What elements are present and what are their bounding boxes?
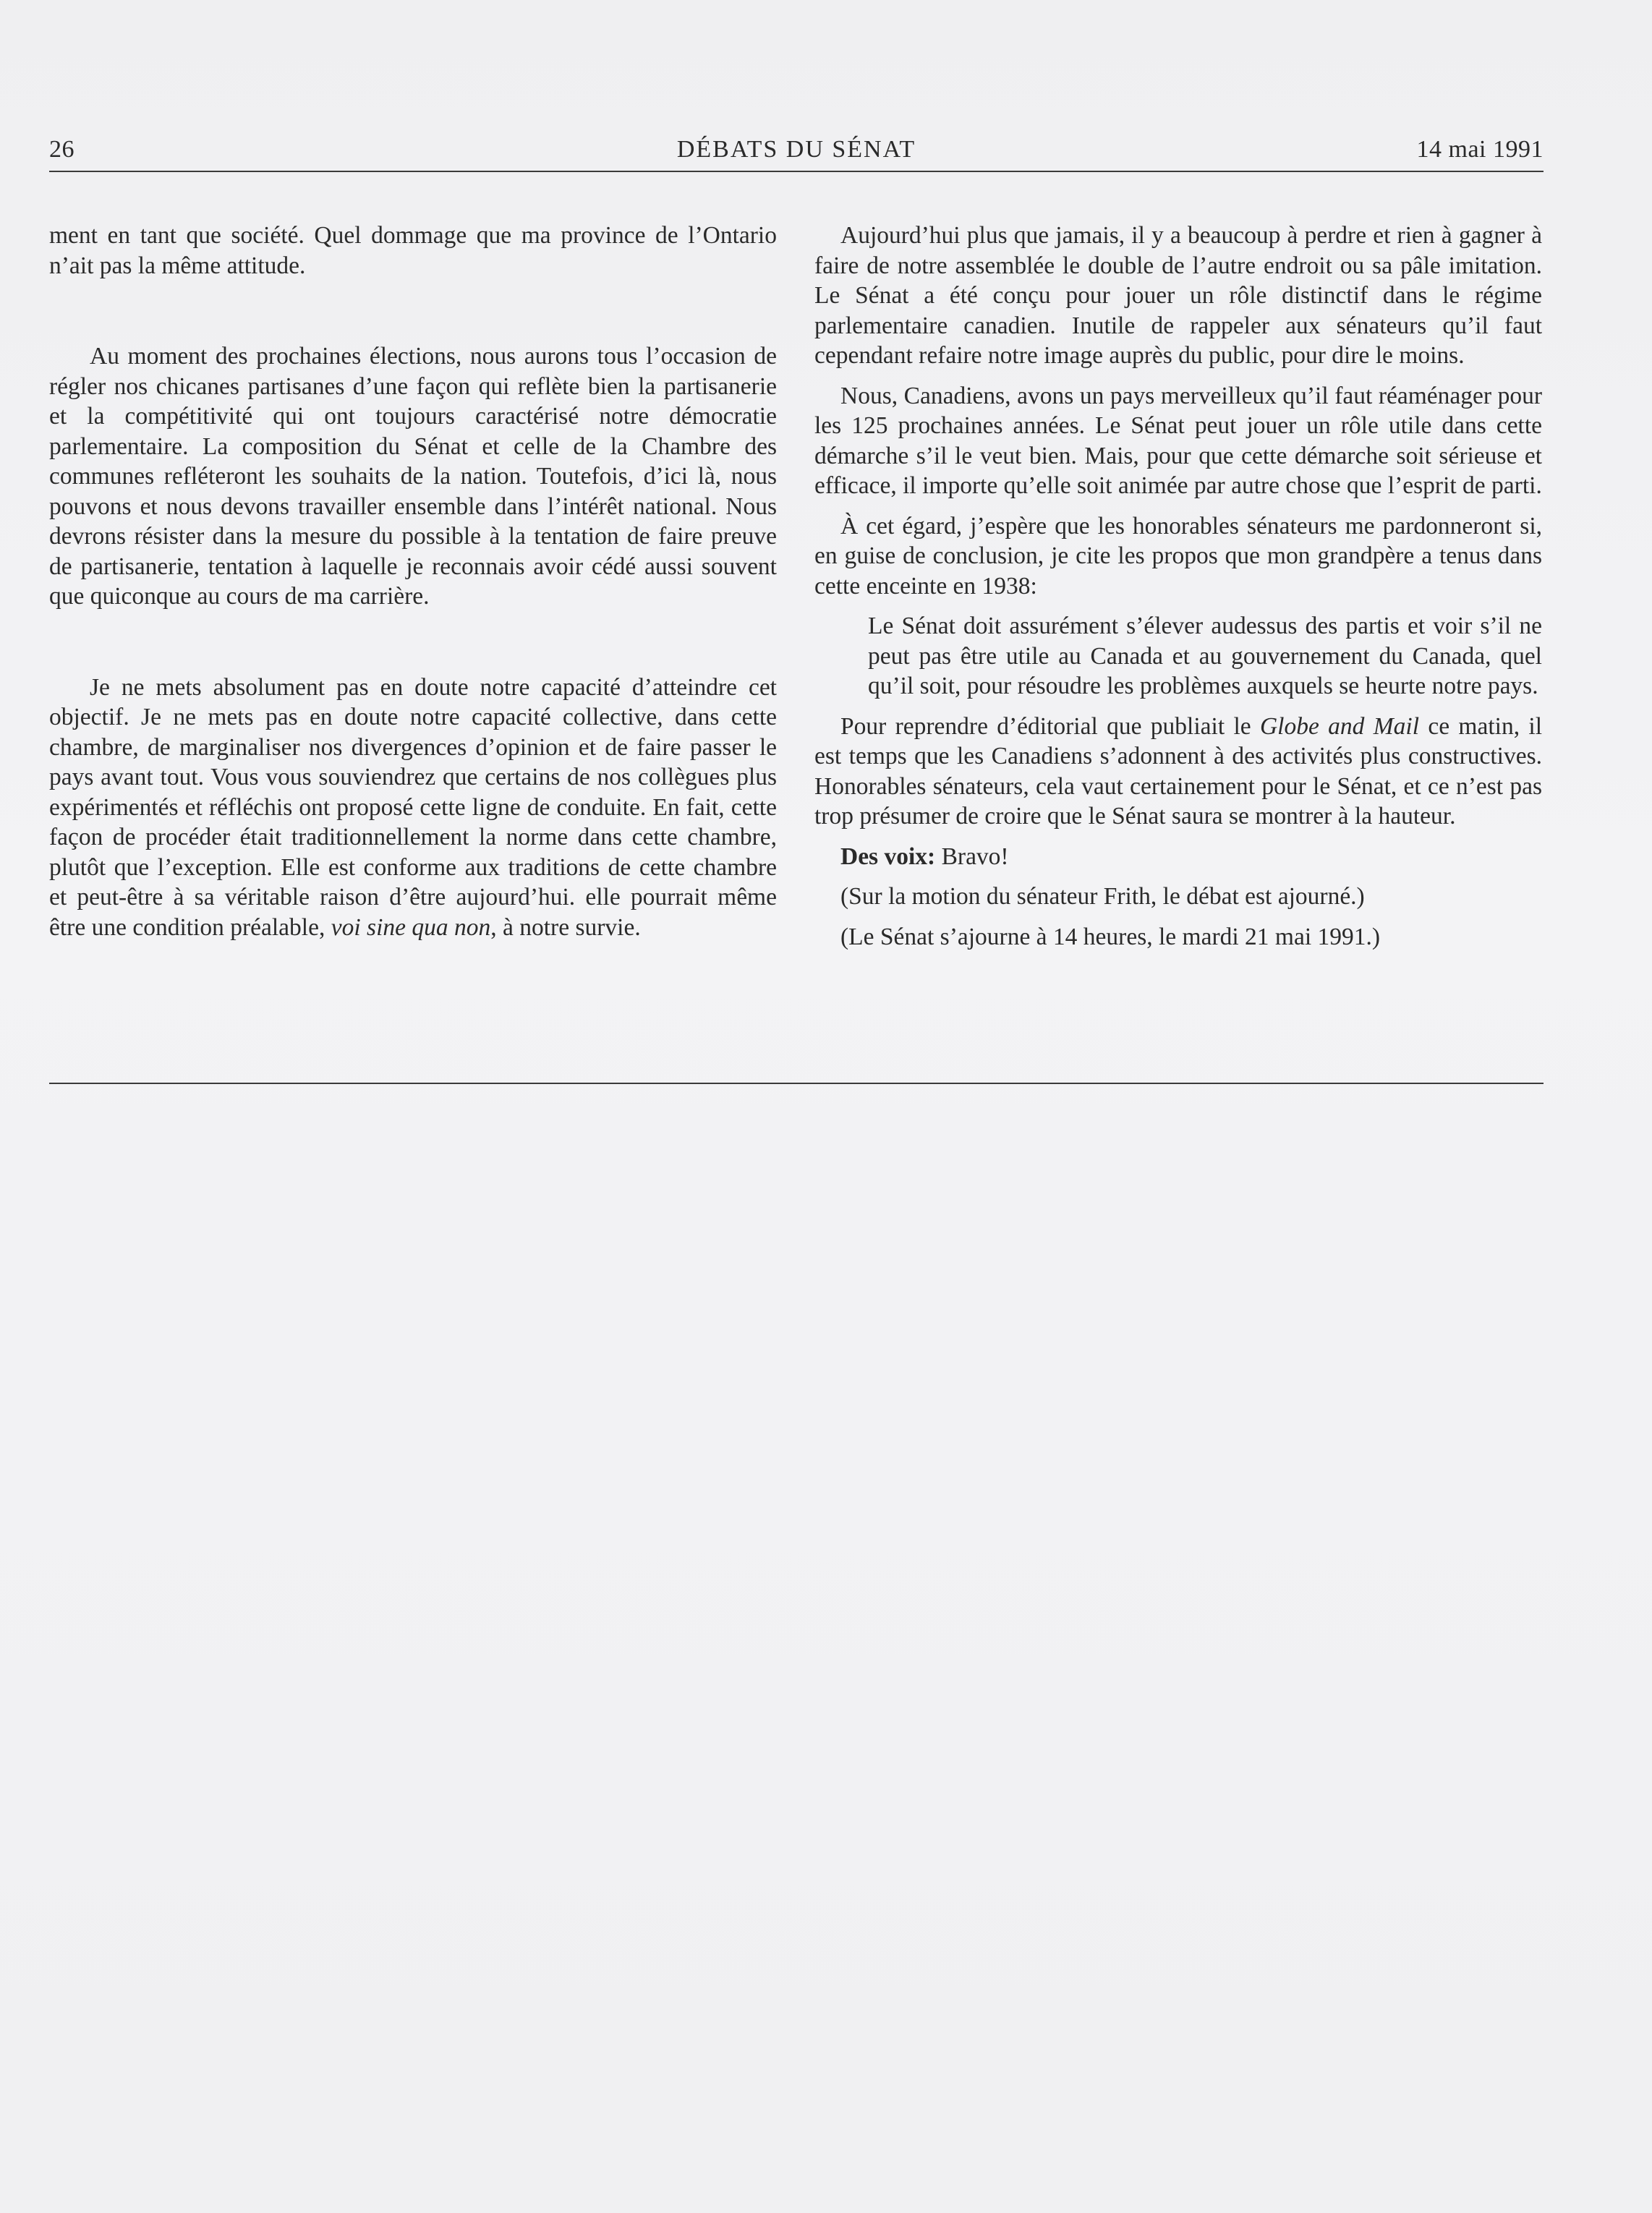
italic-phrase: voi sine qua non — [331, 913, 491, 941]
paragraph: ment en tant que société. Quel dommage que ma province de l’Ontario n’ait pas la même attitude. — [49, 222, 777, 279]
left-column — [49, 221, 777, 942]
paragraph: Aujourd’hui plus que jamais, il y a beaucoup à perdre et rien à gagner à faire de notre assemblée le double de l’autre endroit ou sa pâle imitation. Le Sénat a été conçu pour jouer un rôle distinctif dans le régime parlementaire canadien. Inutile de rappeler aux sénateurs qu’il faut cependant refaire notre image auprès du public, pour dire le moins. — [814, 222, 1542, 369]
page-title: DÉBATS DU SÉNAT — [676, 136, 916, 163]
paragraph-text-end: ce matin, il est temps que les Canadiens s’adonnent à des activités plus constructives. Honorables sénateurs, cela vaut certainement pour le Sénat, et ce n’est pas trop présumer de croire que le Sénat saura se montrer à la hauteur. — [814, 712, 1543, 830]
speech-line — [814, 842, 1542, 872]
page-date: 14 mai 1991 — [1416, 136, 1544, 163]
procedural-note: (Sur la motion du sénateur Frith, le débat est ajourné.) — [840, 883, 1365, 910]
paragraph-text-end: , à notre survie. — [490, 913, 641, 941]
speaker-label: Des voix: — [840, 843, 936, 870]
block-quote: Le Sénat doit assurément s’élever audessus des partis et voir s’il ne peut pas être utile au Canada et au gouvernement du Canada, quel qu’il soit, pour résoudre les problèmes auxquels se heurte notre pays. — [868, 613, 1542, 699]
paragraph: Nous, Canadiens, avons un pays merveilleux qu’il faut réaménager pour les 125 prochaines années. Le Sénat peut jouer un rôle utile dans cette démarche s’il le veut bien. Mais, pour que cette démarche soit sérieuse et efficace, il importe qu’elle soit animée par autre chose que l’esprit de parti. — [814, 382, 1542, 499]
paragraph: Au moment des prochaines élections, nous aurons tous l’occasion de régler nos chicanes partisanes d’une façon qui reflète bien la partisanerie et la compétitivité qui ont toujours caractérisé notre démocratie parlementaire. La composition du Sénat et celle de la Chambre des communes refléteront les souhaits de la nation. Toutefois, d’ici là, nous pouvons et nous devons travailler ensemble dans l’intérêt national. Nous devrons résister dans la mesure du possible à la tentation de faire preuve de partisanerie, tentation à laquelle je reconnais avoir cédé aussi souvent que quiconque au cours de ma carrière. — [49, 343, 777, 610]
procedural-note: (Le Sénat s’ajourne à 14 heures, le mardi 21 mai 1991.) — [840, 923, 1381, 950]
page-header — [49, 129, 1544, 172]
right-column — [814, 221, 1542, 952]
speech-text: Bravo! — [941, 843, 1009, 870]
page-number: 26 — [49, 136, 74, 163]
header-rule — [49, 171, 1544, 172]
paragraph — [49, 673, 777, 943]
paragraph: À cet égard, j’espère que les honorables sénateurs me pardonneront si, en guise de conclusion, je cite les propos que mon grandpère a tenus dans cette enceinte en 1938: — [814, 512, 1542, 600]
section-end-rule — [49, 1083, 1544, 1084]
paragraph — [814, 712, 1542, 832]
paragraph-text: Pour reprendre d’éditorial que publiait le — [840, 712, 1251, 740]
italic-title: Globe and Mail — [1259, 712, 1420, 740]
paragraph-text: Je ne mets absolument pas en doute notre capacité d’atteindre cet objectif. Je ne mets pas en doute notre capacité collective, dans cette chambre, de marginaliser nos divergences d’opinion et de faire passer le pays avant tout. Vous vous souviendrez que certains de nos collègues plus expérimentés et réfléchis ont proposé cette ligne de conduite. En fait, cette façon de procéder était traditionnellement la norme dans cette chambre, plutôt que l’exception. Elle est conforme aux traditions de cette chambre et peut-être à sa véritable raison d’être aujourd’hui. elle pourrait même être une condition préalable, — [49, 673, 777, 941]
